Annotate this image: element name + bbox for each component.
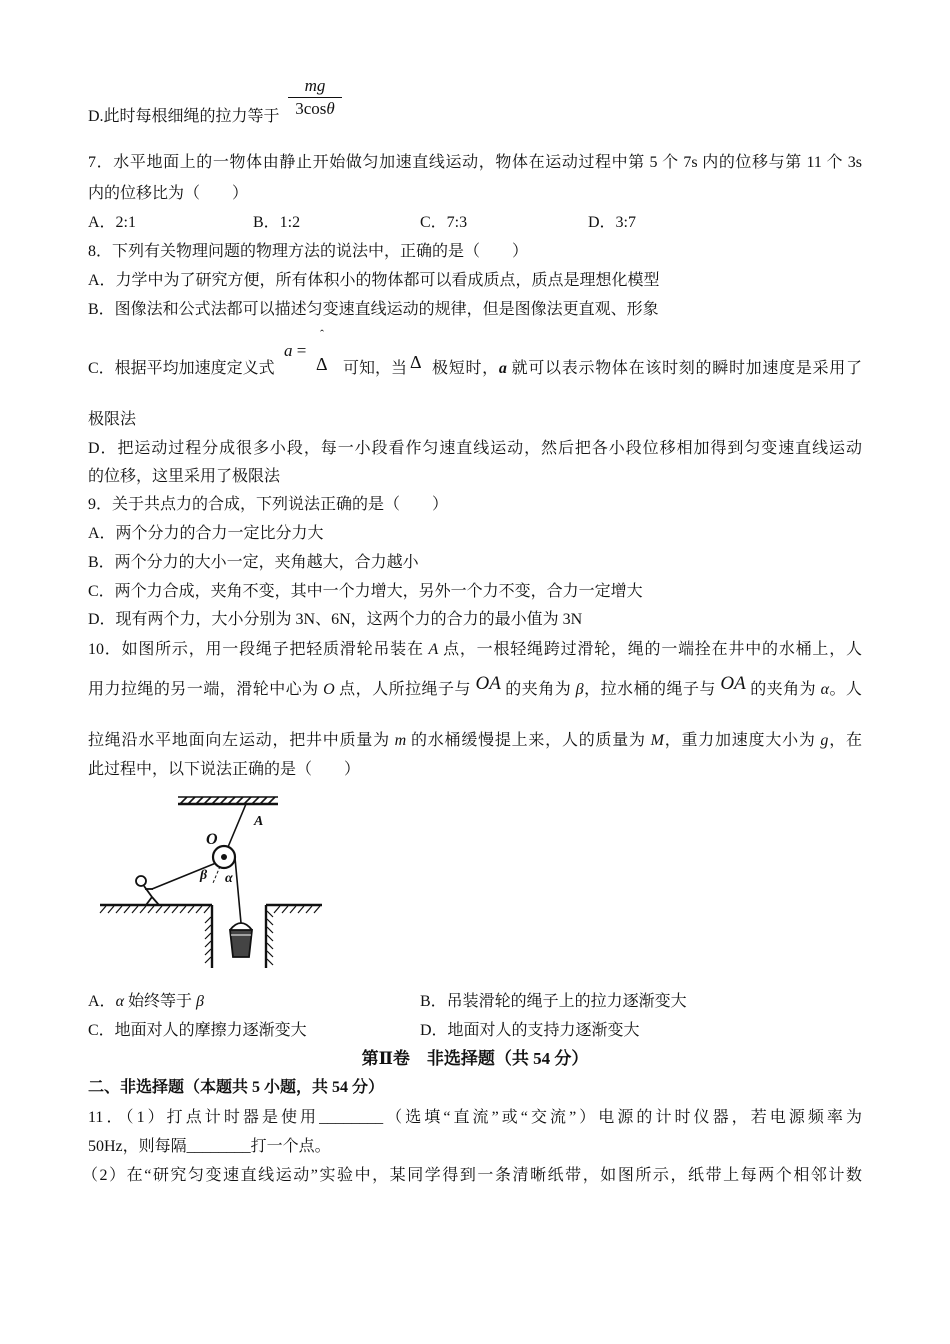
q9-option-b: B．两个分力的大小一定，夹角越大，合力越小 (88, 554, 419, 571)
denominator-text: 3cos (295, 99, 327, 118)
tail-text-1: 极短时， (432, 360, 499, 377)
part2-title: 第Ⅱ卷 非选择题（共 54 分） (361, 1049, 589, 1068)
fraction-denominator (286, 98, 344, 120)
q9-option-a: A．两个分力的合力一定比分力大 (88, 525, 324, 542)
q10-l2-seg: 。人 (828, 681, 862, 698)
q10-var-o: O (323, 681, 335, 698)
tail-text-2: 就可以表示物体在该时刻的瞬时加速度是采用了 (506, 360, 862, 377)
fraction-numerator: mg (304, 76, 326, 95)
q8-formula-lhs (284, 339, 306, 363)
figure-label-o: O (206, 831, 218, 848)
q8-option-d-line1: D．把运动过程分成很多小段，每一小段看作匀速直线运动，然后把各小段位移相加得到匀变速直线运动 (88, 440, 862, 457)
option-a-alpha: α (115, 993, 124, 1010)
part2-heading: 二、非选择题（本题共 5 小题，共 54 分） (88, 1079, 385, 1096)
rope-oa (228, 804, 246, 847)
q10-l1-seg: 10．如图所示，用一段绳子把轻质滑轮吊装在 (88, 641, 429, 658)
q9-option-d: D．现有两个力，大小分别为 3N、6N，这两个力的合力的最小值为 3N (88, 611, 583, 628)
formula-a: a (284, 341, 293, 360)
q8-option-d-line2: 的位移，这里采用了极限法 (88, 468, 281, 485)
q10-stem-line3 (88, 729, 862, 753)
q7-stem-line2: 内的位移比为（ ） (88, 185, 249, 202)
q10-l3-seg: 的水桶缓慢提上来，人的质量为 (406, 732, 651, 749)
q10-l3-seg: ，重力加速度大小为 (663, 732, 821, 749)
q10-l2-seg: 点，人所拉绳子与 (334, 681, 476, 698)
q10-segment-oa: OA (720, 673, 746, 694)
q10-l1-seg: 点，一根轻绳跨过滑轮，绳的一端拴在井中的水桶上，人 (438, 641, 862, 658)
q7-option-d: D．3:7 (588, 214, 637, 231)
q10-var-g: g (820, 732, 829, 749)
q10-option-b: B．吊装滑轮的绳子上的拉力逐渐变大 (420, 993, 687, 1010)
q10-stem-line2 (88, 673, 862, 701)
denominator-theta: θ (326, 99, 335, 118)
ground-right (266, 905, 322, 913)
q7-option-b: B．1:2 (253, 214, 301, 231)
well-right-wall (266, 905, 273, 968)
q7-stem-line1: 7．水平地面上的一物体由静止开始做匀加速直线运动，物体在运动过程中第 5 个 7s 内的位移与第 11 个 3s (88, 154, 862, 171)
q11-line2: 50Hz，则每隔________打一个点。 (88, 1138, 331, 1155)
q10-l2-seg: 用力拉绳的另一端，滑轮中心为 (88, 681, 324, 698)
q8-stem: 8．下列有关物理问题的物理方法的说法中，正确的是（ ） (88, 243, 529, 260)
rope-to-bucket (235, 858, 241, 923)
q10-option-d: D．地面对人的支持力逐渐变大 (420, 1022, 640, 1039)
q7-option-c: C．7:3 (420, 214, 468, 231)
q10-option-a (88, 990, 204, 1014)
q8-option-c-mid: 可知，当 (343, 360, 408, 377)
q10-l2-seg: 的夹角为 (745, 681, 821, 698)
person (136, 876, 159, 905)
q8-option-c-tail (432, 357, 862, 381)
q10-var-beta: β (575, 681, 584, 698)
figure-label-alpha: α (225, 871, 233, 886)
q10-segment-oa: OA (475, 673, 501, 694)
q10-stem-line4: 此过程中，以下说法正确的是（ ） (88, 761, 361, 778)
formula-equals: = (296, 341, 307, 360)
q10-l2-seg: ，拉水桶的绳子与 (583, 681, 721, 698)
q7-option-a: A．2:1 (88, 214, 137, 231)
bucket (230, 923, 252, 957)
q10-l3-seg: ，在 (828, 732, 862, 749)
q10-var-m: m (394, 732, 407, 749)
q10-var-alpha: α (820, 681, 829, 698)
q10-l2-seg: 的夹角为 (500, 681, 576, 698)
figure-label-a: A (254, 814, 264, 829)
tail-var-a: a (498, 360, 507, 377)
q8-option-a: A．力学中为了研究方便，所有体积小的物体都可以看成质点，质点是理想化模型 (88, 272, 660, 289)
q11-line3: （2）在“研究匀变速直线运动”实验中，某同学得到一条清晰纸带，如图所示，纸带上每两个相邻计数 (82, 1167, 862, 1184)
option-d-fraction (286, 75, 344, 120)
q11-line1: 11．（1）打点计时器是使用________（选填“直流”或“交流”）电源的计时仪器，若电源频率为 (88, 1109, 862, 1126)
q8-option-c-prefix: C．根据平均加速度定义式 (88, 360, 275, 377)
ground-left (100, 905, 212, 913)
delta-symbol: Δ (410, 352, 422, 372)
option-a-prefix: A． (88, 993, 116, 1010)
option-a-beta: β (195, 993, 204, 1010)
q10-var-big-m: M (650, 732, 664, 749)
q8-option-c-continuation: 极限法 (88, 411, 137, 428)
q9-stem: 9．关于共点力的合成，下列说法正确的是（ ） (88, 496, 449, 513)
q10-stem-line1 (88, 638, 862, 662)
ceiling (178, 797, 278, 804)
q10-option-c: C．地面对人的摩擦力逐渐变大 (88, 1022, 307, 1039)
well-left-wall (205, 905, 212, 968)
q10-var-a: A (428, 641, 439, 658)
q6-option-d: D.此时每根细绳的拉力等于 (88, 108, 280, 125)
q8-option-b: B．图像法和公式法都可以描述匀变速直线运动的规律，但是图像法更直观、形象 (88, 301, 659, 318)
q10-l3-seg: 拉绳沿水平地面向左运动，把井中质量为 (88, 732, 395, 749)
formula-denominator: Δ (316, 354, 328, 374)
pulley (213, 846, 235, 868)
q9-option-c: C．两个力合成，夹角不变，其中一个力增大，另外一个力不变，合力一定增大 (88, 583, 643, 600)
q10-figure (88, 785, 338, 990)
figure-label-beta: β (200, 868, 208, 883)
formula-numerator: ˆ (320, 327, 324, 341)
option-a-text: 始终等于 (123, 993, 196, 1010)
